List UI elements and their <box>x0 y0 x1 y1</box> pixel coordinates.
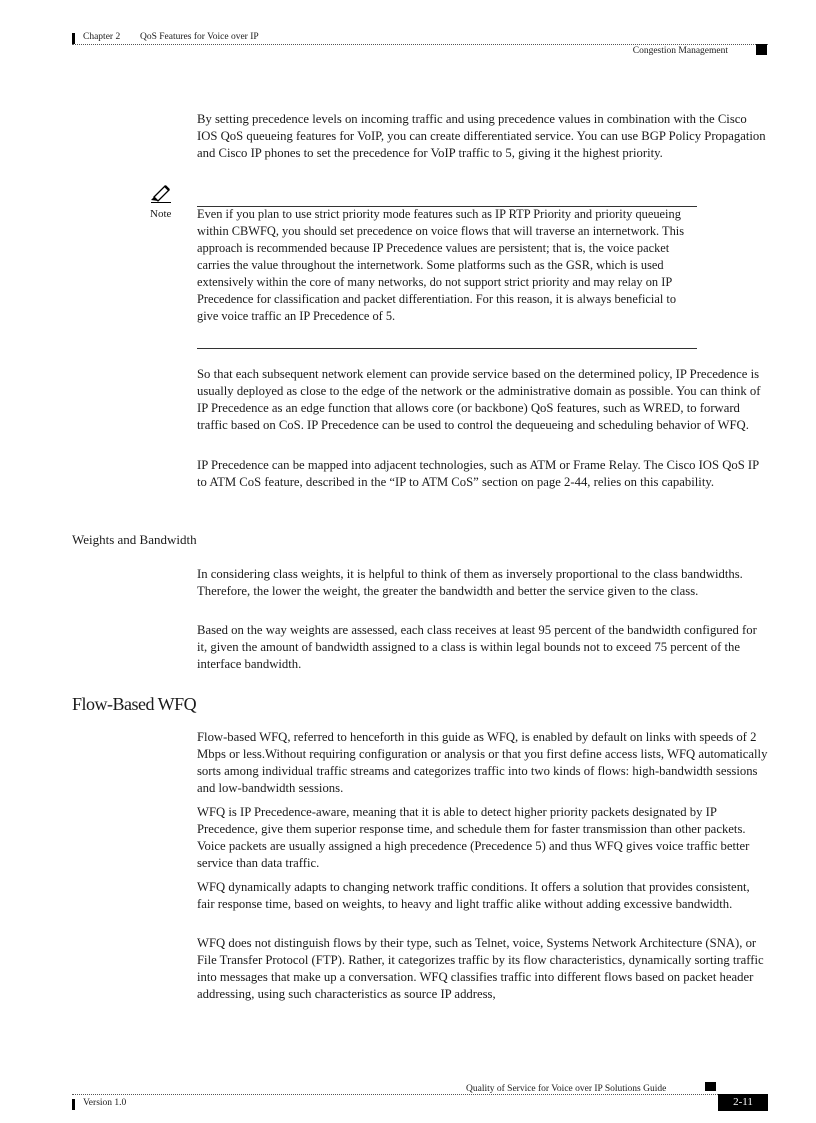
heading-weights-bandwidth: Weights and Bandwidth <box>72 532 197 547</box>
footer-version: Version 1.0 <box>83 1098 127 1108</box>
paragraph-flow-types: WFQ does not distinguish flows by their type, such as Telnet, voice, Systems Network Architecture (SNA), or File Transfer Protocol (FTP). Rather, it categorizes traffic by its flow characteristics, dynamically sorting traffic into messages that make up a conversation. WFQ classifies traffic into different flows based on packet header addressing, using such characteristics as source IP address, <box>197 936 764 1001</box>
footer-guide-title: Quality of Service for Voice over IP Solutions Guide <box>466 1084 667 1094</box>
note-label: Note <box>150 208 172 220</box>
paragraph-class-weights: In considering class weights, it is helpful to think of them as inversely proportional to the class bandwidths. Therefore, the lower the weight, the greater the bandwidth and better the service given to the class. <box>197 567 743 598</box>
paragraph-precedence-aware: WFQ is IP Precedence-aware, meaning that it is able to detect higher priority packets designated by IP Precedence, give them superior response time, and schedule them for faster transmission than other packets. Voice packets are usually assigned a high precedence (Precedence 5) and thus WFQ gives voice traffic better service than data traffic. <box>197 805 750 870</box>
header-rule <box>72 44 768 45</box>
footer-bar <box>72 1099 75 1110</box>
note-text: Even if you plan to use strict priority mode features such as IP RTP Priority and priority queueing within CBWFQ, you should set precedence on voice flows that will traverse an internetwork. This approach is recommended because IP Precedence values are persistent; that is, the voice packet carries the value throughout the internetwork. Some platforms such as the GSR, which is used extensively within the core of many networks, do not support strict priority and may relay on IP Precedence for classification and packet differentiation. For this reason, it is always beneficial to give voice traffic an IP Precedence of 5. <box>197 207 685 323</box>
paragraph-precedence-levels: By setting precedence levels on incoming traffic and using precedence values in combination with the Cisco IOS QoS queueing features for VoIP, you can create differentiated service. You can use BGP Policy Propagation and Cisco IP phones to set the precedence for VoIP traffic to 5, giving it the highest priority. <box>197 112 766 160</box>
heading-flow-based-wfq: Flow-Based WFQ <box>72 694 197 714</box>
header-chapter: Chapter 2 <box>83 32 121 42</box>
paragraph-ip-to-atm: IP Precedence can be mapped into adjacent technologies, such as ATM or Frame Relay. The Cisco IOS QoS IP to ATM CoS feature, described in the “IP to ATM CoS” section on page 2-44, relies on this capability. <box>197 458 759 489</box>
footer-square <box>705 1082 716 1091</box>
header-section: Congestion Management <box>632 46 728 56</box>
header-chapter-title: QoS Features for Voice over IP <box>140 32 259 42</box>
footer-rule <box>72 1094 718 1095</box>
header-bar <box>72 33 75 44</box>
paragraph-flow-wfq-default: Flow-based WFQ, referred to henceforth in this guide as WFQ, is enabled by default on links with speeds of 2 Mbps or less.Without requiring configuration or analysis or that you first define access lists, WFQ automatically sorts among individual traffic streams and categorizes traffic into two kinds of flows: high-bandwidth sessions and low-bandwidth sessions. <box>197 730 768 795</box>
paragraph-dynamic-adapt: WFQ dynamically adapts to changing network traffic conditions. It offers a solution that provides consistent, fair response time, based on weights, to heavy and light traffic alike without adding excessive bandwidth. <box>197 880 750 911</box>
footer-page-number: 2-11 <box>718 1094 768 1111</box>
paragraph-edge-function: So that each subsequent network element can provide service based on the determined policy, IP Precedence is usually deployed as close to the edge of the network or the administrative domain as possible. You can think of IP Precedence as an edge function that allows core (or backbone) QoS features, such as WRED, to forward traffic based on CoS. IP Precedence can be used to control the dequeueing and scheduling behavior of WFQ. <box>197 367 761 432</box>
pencil-note-icon <box>150 183 172 203</box>
header-square <box>756 44 767 55</box>
paragraph-weights-assessed: Based on the way weights are assessed, each class receives at least 95 percent of the bandwidth configured for it, given the amount of bandwidth assigned to a class is within legal bounds not to exceed 75 percent of the interface bandwidth. <box>197 623 757 671</box>
note-bottom-rule <box>197 348 697 349</box>
